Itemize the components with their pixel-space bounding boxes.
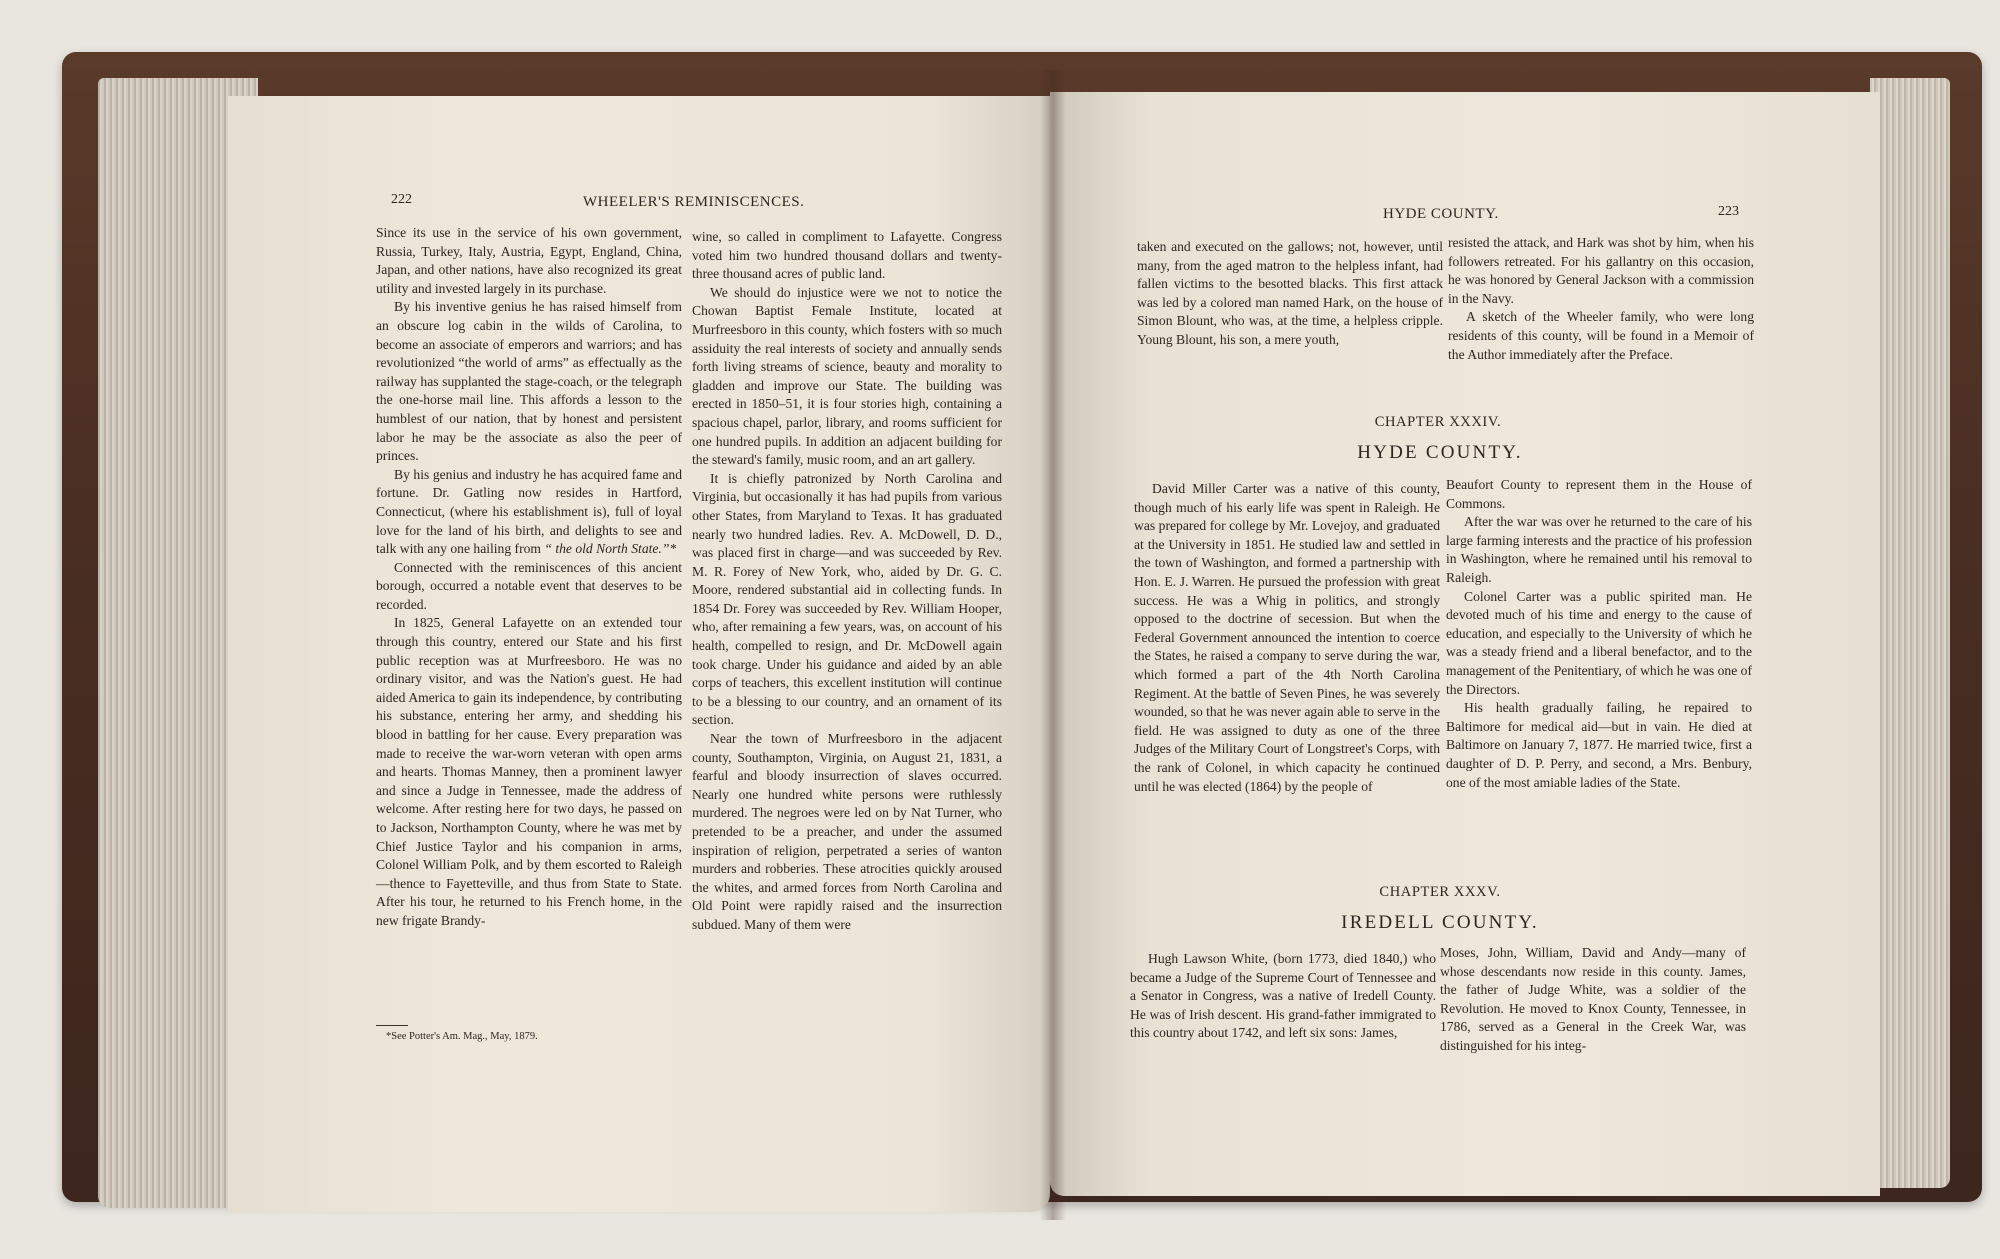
paragraph: Moses, John, William, David and Andy—many of whose descendants now reside in this county. James, the father of Judge White, was a soldier of the Revolution. He moved to Knox County, Tennessee, in 1786, served as a General in the Creek War, was distinguished for his integ-	[1440, 945, 1746, 1053]
text-column-1	[376, 224, 682, 931]
paragraph: It is chiefly patronized by North Carolina and Virginia, but occasionally it has had pupils from various other States, from Maryland to Texas. It has graduated nearly two hundred ladies. Rev. A. McDowell, D. D., was placed first in charge—and was succeeded by Rev. M. R. Forey of New York, who, aided by Dr. G. C. Moore, rendered substantial aid in collecting funds. In 1854 Dr. Forey was succeeded by Rev. William Hooper, who, after remaining a few years, was, on account of his health, compelled to resign, and Dr. McDowell again took charge. Under his guidance and aided by an able corps of teachers, this excellent institution will continue to be a blessing to our country, and an ornament of its section.	[692, 470, 1002, 728]
text-column-1	[1137, 238, 1443, 350]
paragraph: Connected with the reminiscences of this ancient borough, occurred a notable event that deserves to be recorded.	[376, 559, 682, 612]
chapter-heading: CHAPTER XXXV.	[1379, 884, 1501, 900]
paragraph: Colonel Carter was a public spirited man. He devoted much of his time and energy to the cause of education, and especially to the University of which he was a steady friend and a liberal benefactor, and to the management of the Penitentiary, of which he was one of the Directors.	[1446, 588, 1752, 697]
paragraph: taken and executed on the gallows; not, however, until many, from the aged matron to the helpless infant, had fallen victims to the besotted blacks. This first attack was led by a colored man named Hark, on the house of Simon Blount, who was, at the time, a helpless cripple. Young Blount, his son, a mere youth,	[1137, 239, 1443, 347]
paragraph: wine, so called in compliment to Lafayette. Congress voted him two hundred thousand dollars and twenty-three thousand acres of public land.	[692, 229, 1002, 282]
paragraph: By his genius and industry he has acquired fame and fortune. Dr. Gatling now resides in Hartford, Connecticut, (where his establishment is), full of loyal love for the land of his birth, and delights to see and talk with any one hailing from “ the old North State.”*	[376, 466, 682, 557]
footnote: *See Potter's Am. Mag., May, 1879.	[386, 1031, 538, 1042]
left-page	[228, 96, 1050, 1212]
paragraph: In 1825, General Lafayette on an extended tour through this country, entered our State and his first public reception was at Murfreesboro. He was no ordinary visitor, and was the Nation's guest. He had aided America to gain its independence, by contributing his substance, entering her army, and shedding his blood in battling for her cause. Every preparation was made to receive the war-worn veteran with open arms and hearts. Thomas Manney, then a prominent lawyer and since a Judge in Tennessee, made the address of welcome. After resting here for two days, he passed on to Jackson, Northampton County, where he was met by Chief Justice Taylor and his companion in arms, Colonel William Polk, and by them escorted to Raleigh—thence to Fayetteville, and thus from State to State. After his tour, he returned to his French home, in the new frigate Brandy-	[376, 615, 682, 928]
paragraph: resisted the attack, and Hark was shot by him, when his followers retreated. For his gallantry on this occasion, he was honored by General Jackson with a commission in the Navy.	[1448, 235, 1754, 306]
book-gutter	[1040, 70, 1066, 1220]
page-number: 223	[1718, 204, 1739, 219]
text-column-1	[1134, 480, 1440, 796]
page-number: 222	[391, 192, 412, 207]
paragraph: Beaufort County to represent them in the House of Commons.	[1446, 477, 1752, 511]
paragraph: Since its use in the service of his own government, Russia, Turkey, Italy, Austria, Egypt, England, China, Japan, and other nations, have also recognized its great utility and invested largely in its purchase.	[376, 225, 682, 296]
running-head: HYDE COUNTY.	[1383, 206, 1499, 222]
text-column-2	[692, 228, 1002, 935]
paragraph: Hugh Lawson White, (born 1773, died 1840,) who became a Judge of the Supreme Court of Tennessee and a Senator in Congress, was a native of Iredell County. He was of Irish descent. His grand-father immigrated to this country about 1742, and left six sons: James,	[1130, 951, 1436, 1041]
chapter-title: HYDE COUNTY.	[1357, 442, 1523, 463]
paragraph: By his inventive genius he has raised himself from an obscure log cabin in the wilds of Carolina, to become an associate of emperors and warriors; and has revolutionized “the world of arms” as effectually as the railway has supplanted the stage-coach, or the telegraph the one-horse mail line. This affords a lesson to the humblest of our nation, that by honest and persistent labor he may be the associate as also the peer of princes.	[376, 299, 682, 464]
page-edges-right	[1870, 78, 1950, 1188]
paragraph: Near the town of Murfreesboro in the adjacent county, Southampton, Virginia, on August 21, 1831, a fearful and bloody insurrection of slaves occurred. Nearly one hundred white persons were ruthlessly murdered. The negroes were led on by Nat Turner, who pretended to be a preacher, and under the assumed inspiration of religion, perpetrated a series of wanton murders and robberies. These atrocities quickly aroused the whites, and armed forces from North Carolina and Old Point were rapidly raised and the insurrection subdued. Many of them were	[692, 731, 1002, 932]
paragraph: We should do injustice were we not to notice the Chowan Baptist Female Institute, located at Murfreesboro in this county, which fosters with so much assiduity the real interests of society and annually sends forth living streams of science, beauty and morality to gladden and improve our State. The building was erected in 1850–51, it is four stories high, containing a spacious chapel, parlor, library, and rooms sufficient for one hundred pupils. In addition an adjacent building for the steward's family, music room, and an art gallery.	[692, 284, 1002, 468]
paragraph: David Miller Carter was a native of this county, though much of his early life was spent in Raleigh. He was prepared for college by Mr. Lovejoy, and graduated at the University in 1851. He studied law and settled in the town of Washington, and formed a partnership with Hon. E. J. Warren. He pursued the profession with great success. He was a Whig in politics, and strongly opposed to the doctrine of secession. But when the Federal Government announced the intention to coerce the States, he raised a company to serve during the war, which formed a part of the 4th North Carolina Regiment. At the battle of Seven Pines, he was severely wounded, so that he was never again able to serve in the field. He was assigned to duty as one of the three Judges of the Military Court of Longstreet's Corps, with the rank of Colonel, in which capacity he continued until he was elected (1864) by the people of	[1134, 481, 1440, 794]
paragraph: His health gradually failing, he repaired to Baltimore for medical aid—but in vain. He died at Baltimore on January 7, 1877. He married twice, first a daughter of D. P. Perry, and second, a Mrs. Benbury, one of the most amiable ladies of the State.	[1446, 700, 1752, 790]
running-head: WHEELER'S REMINISCENCES.	[583, 194, 805, 210]
paragraph: A sketch of the Wheeler family, who were long residents of this county, will be found in a Memoir of the Author immediately after the Preface.	[1448, 309, 1754, 362]
text-column-1	[1130, 950, 1436, 1043]
paragraph: After the war was over he returned to the care of his large farming interests and the practice of his profession in Washington, where he remained until his removal to Raleigh.	[1446, 514, 1752, 585]
chapter-title: IREDELL COUNTY.	[1341, 912, 1539, 933]
quote-text: “ the old North State.”*	[544, 541, 677, 557]
chapter-heading: CHAPTER XXXIV.	[1374, 414, 1502, 430]
text-column-2	[1446, 476, 1752, 792]
text-column-2	[1440, 944, 1746, 1056]
text-column-2	[1448, 234, 1754, 364]
right-page	[1050, 92, 1880, 1196]
footnote-rule	[376, 1025, 408, 1026]
